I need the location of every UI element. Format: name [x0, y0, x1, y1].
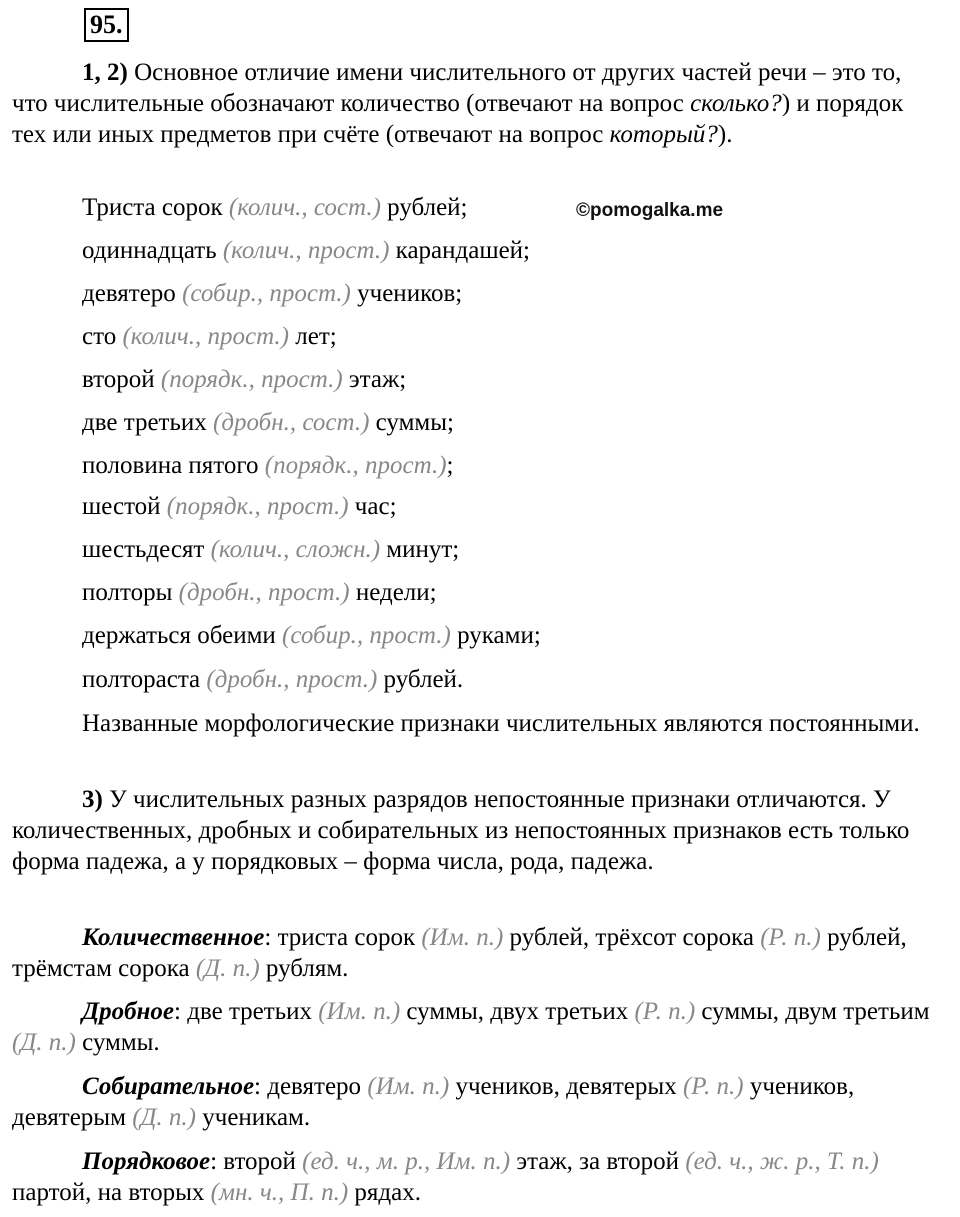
text-span: карандашей;	[395, 237, 530, 264]
grammar-note: (Р. п.)	[760, 924, 821, 951]
intro-text-1: Основное отличие имени числительного от других частей речи – это то, что числительные обозначают количество (отвечают на вопрос	[12, 59, 902, 117]
text-span: одиннадцать	[82, 237, 217, 264]
constant-note: Названные морфологические признаки числительных являются постоянными.	[82, 710, 920, 737]
example-line	[82, 492, 397, 522]
text-span: рублей;	[387, 194, 468, 221]
grammar-note: (колич., сложн.)	[210, 536, 381, 563]
example-line	[82, 621, 541, 651]
text-span: девятеро	[82, 280, 176, 307]
text-span: партой, на вторых	[12, 1179, 211, 1206]
quantitative-title: Количественное	[82, 924, 265, 951]
ordinal-title: Порядковое	[82, 1148, 211, 1175]
grammar-note: (порядк., прост.)	[166, 493, 349, 520]
exercise-number: 95.	[84, 8, 129, 42]
text-span: сто	[82, 323, 117, 350]
intro-question-2: который?	[609, 121, 718, 148]
text-span: суммы.	[75, 1029, 160, 1056]
text-span: рублей.	[383, 666, 464, 693]
grammar-note: (колич., прост.)	[222, 237, 390, 264]
grammar-note: (Д. п.)	[195, 955, 260, 982]
part3-text: У числительных разных разрядов непостоянные признаки отличаются. У количественных, дробных и собирательных из непостоянных признаков есть только форма падежа, а у порядковых – форма числа, рода, падежа.	[12, 786, 910, 875]
text-span: ученикам.	[196, 1104, 311, 1131]
text-span: ;	[446, 452, 454, 479]
intro-label: 1, 2)	[82, 59, 128, 86]
example-line	[82, 408, 454, 438]
example-line	[82, 578, 437, 608]
text-span: рядах.	[348, 1179, 421, 1206]
grammar-note: (дробн., прост.)	[178, 579, 350, 606]
text-span: час;	[354, 493, 397, 520]
grammar-note: (порядк., прост.)	[160, 366, 343, 393]
text-span: : две третьих	[174, 998, 319, 1025]
text-span: половина пятого	[82, 452, 259, 479]
intro-text-2: ) и порядок тех или иных предметов при счёте (отвечают на вопрос	[12, 90, 904, 148]
grammar-note: (ед. ч., м. р., Им. п.)	[302, 1148, 511, 1175]
text-span: : девятеро	[254, 1073, 368, 1100]
grammar-note: (Д. п.)	[12, 1029, 76, 1056]
grammar-note: (порядк., прост.)	[264, 452, 447, 479]
text-span: Триста сорок	[82, 194, 223, 221]
intro-text-3: ).	[717, 121, 733, 148]
grammar-note: (колич., сост.)	[228, 194, 381, 221]
text-span: суммы, двух третьих	[400, 998, 635, 1025]
text-span: держаться обеими	[82, 622, 276, 649]
grammar-note: (ед. ч., ж. р., Т. п.)	[685, 1148, 879, 1175]
grammar-note: (мн. ч., П. п.)	[210, 1179, 349, 1206]
text-span: учеников, девятерым	[12, 1073, 855, 1131]
example-line	[82, 322, 337, 352]
example-line	[82, 665, 463, 695]
text-span: руками;	[457, 622, 541, 649]
text-span: минут;	[386, 536, 460, 563]
grammar-note: (Им. п.)	[367, 1073, 450, 1100]
fractional-paragraph	[12, 996, 942, 1058]
grammar-note: (Р. п.)	[634, 998, 696, 1025]
grammar-note: (собир., прост.)	[282, 622, 451, 649]
grammar-note: (Р. п.)	[682, 1073, 744, 1100]
text-span: : второй	[210, 1148, 303, 1175]
text-span: второй	[82, 366, 155, 393]
grammar-note: (собир., прост.)	[182, 280, 351, 307]
grammar-note: (колич., прост.)	[122, 323, 290, 350]
grammar-note: (дробн., прост.)	[206, 666, 378, 693]
quantitative-paragraph	[12, 922, 942, 984]
grammar-note: (Им. п.)	[421, 924, 504, 951]
example-line	[82, 236, 530, 266]
text-span: лет;	[295, 323, 337, 350]
collective-title: Собирательное	[82, 1073, 255, 1100]
grammar-note: (дробн., сост.)	[213, 409, 370, 436]
intro-question-1: сколько?	[690, 90, 782, 117]
text-span: шестой	[82, 493, 161, 520]
text-span: недели;	[355, 579, 437, 606]
text-span: учеников;	[357, 280, 463, 307]
intro-paragraph	[12, 57, 942, 150]
text-span: две третьих	[82, 409, 207, 436]
example-line	[82, 535, 459, 565]
text-span: рублям.	[259, 955, 349, 982]
collective-paragraph	[12, 1071, 942, 1133]
text-span: суммы;	[375, 409, 454, 436]
ordinal-paragraph	[12, 1146, 942, 1208]
grammar-note: (Им. п.)	[318, 998, 401, 1025]
text-span: шестьдесят	[82, 536, 205, 563]
example-line	[82, 193, 468, 223]
watermark: ©pomogalka.me	[576, 200, 724, 221]
text-span: учеников, девятерых	[449, 1073, 683, 1100]
text-span: рублей, трёхсот сорока	[503, 924, 761, 951]
text-span: этаж;	[348, 366, 407, 393]
example-line	[82, 451, 454, 481]
text-span: рублей, трёмстам сорока	[12, 924, 907, 982]
fractional-title: Дробное	[82, 998, 175, 1025]
text-span: суммы, двум третьим	[695, 998, 930, 1025]
grammar-note: (Д. п.)	[132, 1104, 196, 1131]
example-line	[82, 365, 406, 395]
text-span: полтораста	[82, 666, 201, 693]
part3-paragraph	[12, 784, 942, 877]
text-span: этаж, за второй	[510, 1148, 686, 1175]
text-span: : триста сорок	[264, 924, 422, 951]
example-line	[82, 279, 462, 309]
part3-label: 3)	[82, 786, 103, 813]
text-span: полторы	[82, 579, 173, 606]
